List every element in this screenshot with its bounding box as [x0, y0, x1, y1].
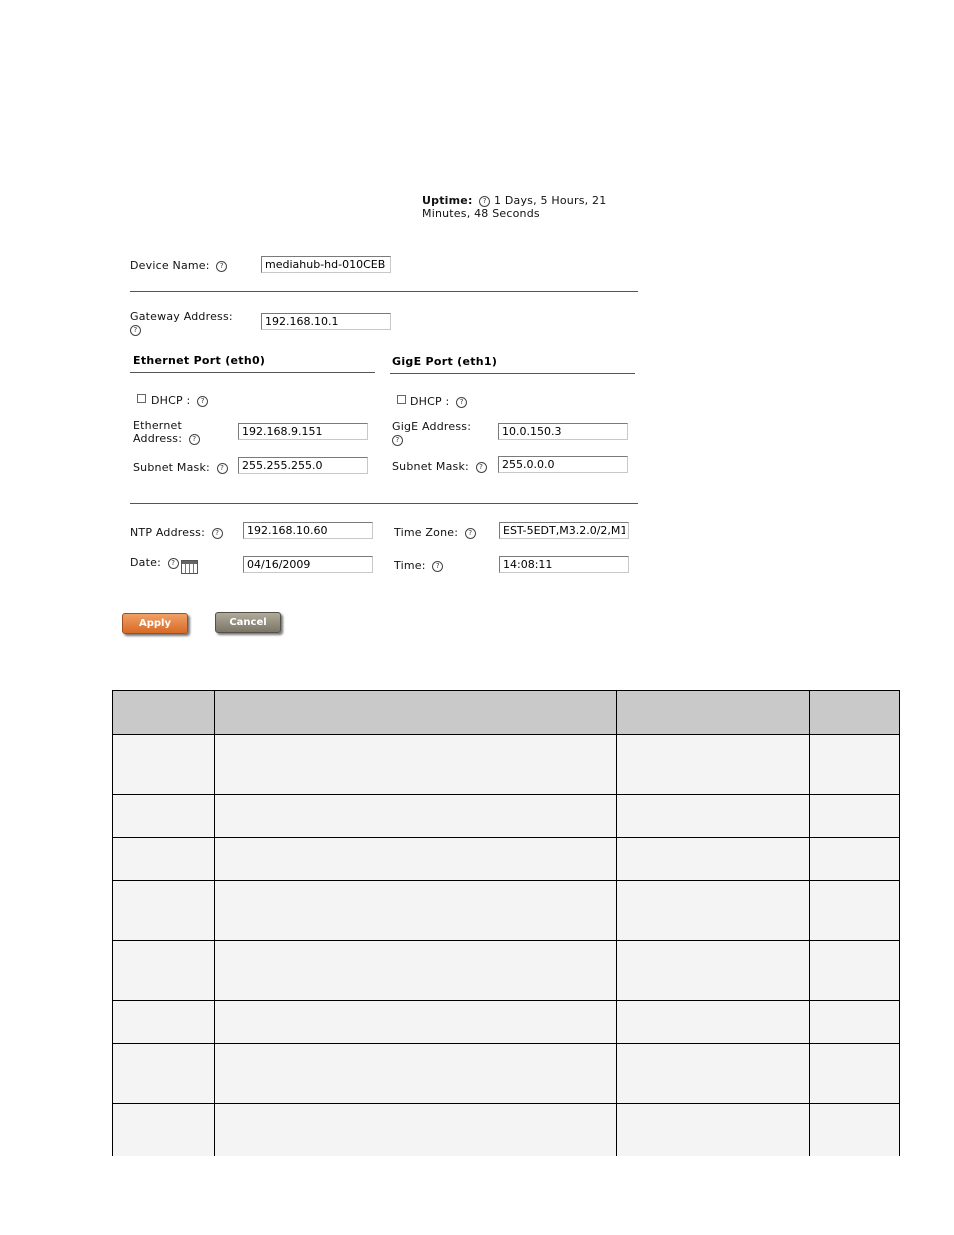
- gige-address-label: GigE Address:: [392, 420, 472, 433]
- table-header-cell: [810, 691, 900, 735]
- help-icon[interactable]: ?: [189, 434, 200, 445]
- help-icon[interactable]: ?: [216, 261, 227, 272]
- table-cell: [113, 1104, 215, 1156]
- table-cell: [215, 735, 617, 795]
- table-row: [113, 735, 900, 795]
- timezone-input[interactable]: [499, 522, 629, 539]
- table-cell: [617, 735, 810, 795]
- table-cell: [617, 941, 810, 1001]
- gateway-label: Gateway Address:: [130, 310, 233, 323]
- eth1-subnet-label-row: [392, 460, 487, 473]
- timezone-label-row: [394, 526, 476, 539]
- help-icon[interactable]: ?: [432, 561, 443, 572]
- timezone-label: Time Zone:: [394, 526, 459, 539]
- help-icon[interactable]: ?: [392, 435, 403, 446]
- table-cell: [113, 1044, 215, 1104]
- divider: [130, 291, 638, 292]
- apply-button[interactable]: Apply: [122, 613, 188, 634]
- eth0-subnet-label-row: [133, 461, 228, 474]
- help-icon[interactable]: ?: [168, 558, 179, 569]
- table-cell: [810, 795, 900, 838]
- cancel-button[interactable]: Cancel: [215, 612, 281, 633]
- table-cell: [215, 1001, 617, 1044]
- gige-port-title: GigE Port (eth1): [392, 355, 498, 368]
- table-cell: [617, 881, 810, 941]
- table-header-cell: [617, 691, 810, 735]
- device-name-label: Device Name:: [130, 259, 210, 272]
- table-cell: [113, 795, 215, 838]
- eth0-subnet-label: Subnet Mask:: [133, 461, 210, 474]
- help-icon[interactable]: ?: [476, 462, 487, 473]
- eth0-dhcp-label-row: [151, 394, 208, 407]
- uptime-value-line1: 1 Days, 5 Hours, 21: [493, 194, 607, 207]
- eth1-dhcp-label: DHCP :: [410, 395, 450, 408]
- table-cell: [215, 795, 617, 838]
- table-cell: [113, 881, 215, 941]
- parameter-table: [112, 690, 900, 1156]
- table-cell: [810, 735, 900, 795]
- table-cell: [215, 941, 617, 1001]
- table-row: [113, 795, 900, 838]
- ethernet-port-title: Ethernet Port (eth0): [133, 354, 266, 367]
- table-cell: [810, 1044, 900, 1104]
- ntp-label-row: [130, 526, 223, 539]
- table-row: [113, 838, 900, 881]
- eth1-dhcp-label-row: [410, 395, 467, 408]
- help-icon[interactable]: ?: [456, 397, 467, 408]
- eth1-subnet-input[interactable]: [498, 456, 628, 473]
- table-row: [113, 1001, 900, 1044]
- gige-address-label-row: [392, 420, 471, 446]
- table-cell: [617, 1104, 810, 1156]
- ntp-input[interactable]: [243, 522, 373, 539]
- table-cell: [810, 881, 900, 941]
- table-cell: [617, 838, 810, 881]
- calendar-icon[interactable]: [181, 560, 198, 574]
- table-cell: [113, 735, 215, 795]
- ethernet-address-input[interactable]: [238, 423, 368, 440]
- device-name-input[interactable]: [261, 256, 391, 273]
- table-row: [113, 941, 900, 1001]
- table-cell: [810, 1104, 900, 1156]
- table-header-cell: [215, 691, 617, 735]
- help-icon[interactable]: ?: [130, 325, 141, 336]
- eth0-dhcp-label: DHCP :: [151, 394, 191, 407]
- table-row: [113, 1104, 900, 1156]
- device-name-label-row: [130, 259, 227, 272]
- uptime-label: Uptime:: [422, 194, 473, 207]
- help-icon[interactable]: ?: [197, 396, 208, 407]
- gateway-label-row: [130, 310, 233, 336]
- time-input[interactable]: [499, 556, 629, 573]
- table-cell: [617, 1001, 810, 1044]
- table-cell: [617, 795, 810, 838]
- table-cell: [215, 1104, 617, 1156]
- table-cell: [113, 941, 215, 1001]
- table-row: [113, 881, 900, 941]
- help-icon[interactable]: ?: [479, 196, 490, 207]
- table-header-row: [113, 691, 900, 735]
- divider: [130, 503, 638, 504]
- time-label: Time:: [394, 559, 426, 572]
- help-icon[interactable]: ?: [217, 463, 228, 474]
- eth1-subnet-label: Subnet Mask:: [392, 460, 469, 473]
- table-cell: [810, 941, 900, 1001]
- table-cell: [113, 838, 215, 881]
- table-cell: [617, 1044, 810, 1104]
- eth1-dhcp-checkbox[interactable]: [397, 395, 406, 404]
- divider: [390, 373, 635, 374]
- table-row: [113, 1044, 900, 1104]
- table-cell: [810, 838, 900, 881]
- eth0-dhcp-checkbox[interactable]: [137, 394, 146, 403]
- table-cell: [215, 1044, 617, 1104]
- uptime-value-line2: Minutes, 48 Seconds: [422, 207, 540, 220]
- table-cell: [215, 881, 617, 941]
- divider: [130, 372, 375, 373]
- help-icon[interactable]: ?: [465, 528, 476, 539]
- ethernet-address-label-row: [133, 419, 200, 445]
- table-header-cell: [113, 691, 215, 735]
- date-input[interactable]: [243, 556, 373, 573]
- date-label-row: [130, 556, 179, 569]
- ethernet-address-label-1: Ethernet: [133, 419, 182, 432]
- help-icon[interactable]: ?: [212, 528, 223, 539]
- gateway-input[interactable]: [261, 313, 391, 330]
- table-cell: [810, 1001, 900, 1044]
- ntp-label: NTP Address:: [130, 526, 205, 539]
- uptime-block: [422, 194, 622, 220]
- eth0-subnet-input[interactable]: [238, 457, 368, 474]
- table-cell: [215, 838, 617, 881]
- ethernet-address-label-2: Address:: [133, 432, 183, 445]
- table-cell: [113, 1001, 215, 1044]
- gige-address-input[interactable]: [498, 423, 628, 440]
- date-label: Date:: [130, 556, 161, 569]
- time-label-row: [394, 559, 443, 572]
